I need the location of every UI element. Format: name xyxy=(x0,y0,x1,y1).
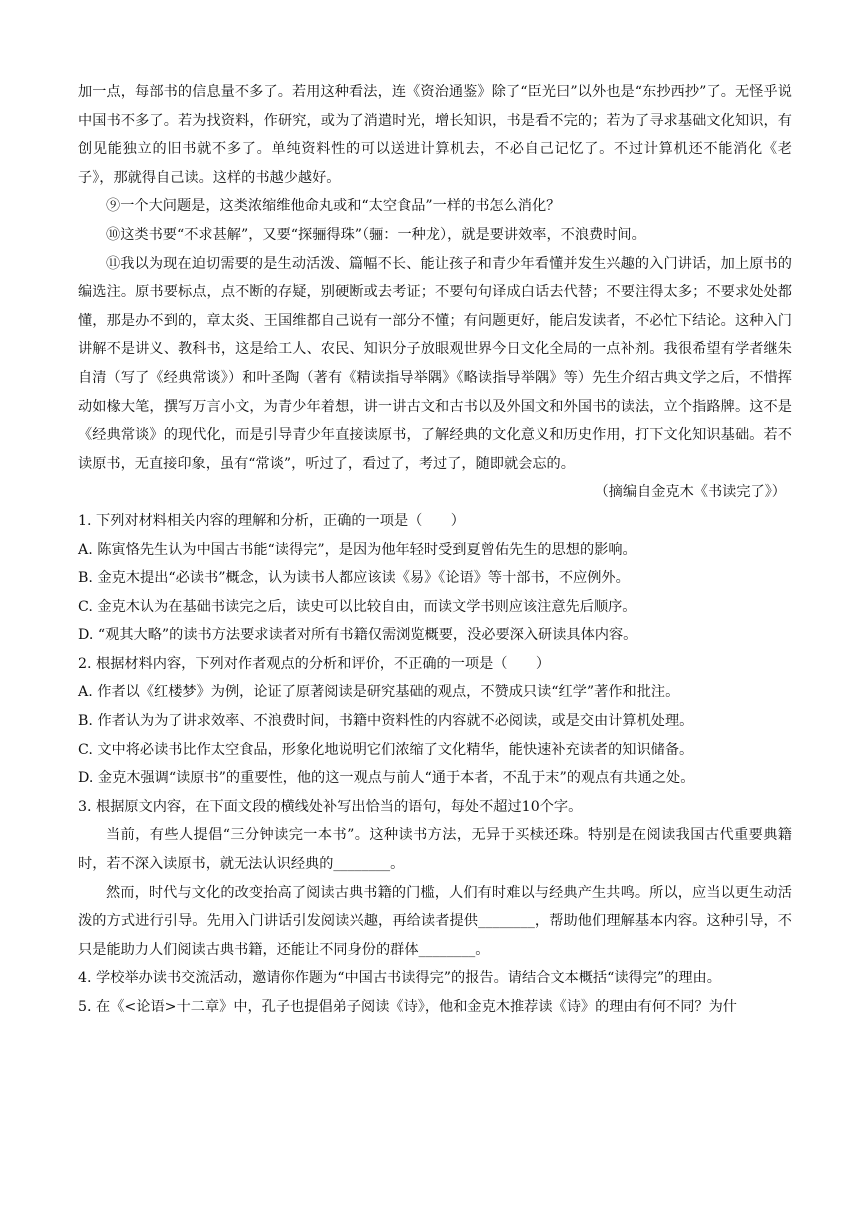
question-3-passage-2: 然而，时代与文化的改变抬高了阅读古典书籍的门槛，人们有时难以与经典产生共鸣。所以，应当以更生动活泼的方式进行引导。先用入门讲话引发阅读兴趣，再给读者提供________，帮助他们理解基本内容。这种引导，不只是能助力人们阅读古典书籍，还能让不同身份的群体________。 xyxy=(78,884,792,958)
question-5-stem: 5. 在《<论语>十二章》中，孔子也提倡弟子阅读《诗》，他和金克木推荐读《诗》的理由有何不同？为什 xyxy=(78,999,737,1015)
question-1-option-c: C. 金克木认为在基础书读完之后，读史可以比较自由，而读文学书则应该注意先后顺序。 xyxy=(78,598,637,615)
question-1 xyxy=(78,507,792,650)
article-paragraph-9: ⑨一个大问题是，这类浓缩维他命丸或和“太空食品”一样的书怎么消化？ xyxy=(106,198,561,215)
question-1-option-d: D. “观其大略”的读书方法要求读者对所有书籍仅需浏览概要，没必要深入研读具体内容。 xyxy=(78,627,638,644)
question-1-option-b: B. 金克木提出“必读书”概念，认为读书人都应该读《易》《论语》等十部书，不应例外。 xyxy=(78,570,630,587)
page-content xyxy=(78,78,792,1022)
question-2 xyxy=(78,650,792,793)
question-1-stem: 1. 下列对材料相关内容的理解和分析，正确的一项是（ ） xyxy=(78,512,465,529)
question-3 xyxy=(78,793,792,965)
question-2-stem: 2. 根据材料内容，下列对作者观点的分析和评价，不正确的一项是（ ） xyxy=(78,655,551,672)
question-2-option-a: A. 作者以《红楼梦》为例，论证了原著阅读是研究基础的观点，不赞成只读“红学”著作和批注。 xyxy=(78,684,680,701)
question-4-stem: 4. 学校举办读书交流活动，邀请你作题为“中国古书读得完”的报告。请结合文本概括“读得完”的理由。 xyxy=(78,970,721,987)
question-2-option-d: D. 金克木强调“读原书”的重要性，他的这一观点与前人“通于本者，不乱于末”的观点有共通之处。 xyxy=(78,770,695,787)
question-1-option-a: A. 陈寅恪先生认为中国古书能“读得完”，是因为他年轻时受到夏曾佑先生的思想的影响。 xyxy=(78,541,637,558)
question-3-stem: 3. 根据原文内容，在下面文段的横线处补写出恰当的语句，每处不超过10个字。 xyxy=(78,798,583,815)
article-paragraph-11: ⑪我以为现在迫切需要的是生动活泼、篇幅不长、能让孩子和青少年看懂并发生兴趣的入门讲话，加上原书的编选注。原书要标点，点不断的存疑，别硬断或去考证；不要句句译成白话去代替；不要注得太多；不要求处处都懂，那是办不到的，章太炎、王国维都自己说有一部分不懂；有问题更好，能启发读者，不必忙下结论。这种入门讲解不是讲义、教科书，这是给工人、农民、知识分子放眼观世界今日文化全局的一点补剂。我很希望有学者继朱自清（写了《经典常谈》）和叶圣陶（著有《精读指导举隅》《略读指导举隅》等）先生介绍古典文学之后，不惜挥动如椽大笔，撰写万言小文，为青少年着想，讲一讲古文和古书以及外国文和外国书的读法，立个指路牌。这不是《经典常谈》的现代化，而是引导青少年直接读原书，了解经典的文化意义和历史作用，打下文化知识基础。若不读原书，无直接印象，虽有“常谈”，听过了，看过了，考过了，随即就会忘的。 xyxy=(78,255,792,472)
article-source: （摘编自金克木《书读完了》） xyxy=(594,484,786,501)
article-paragraph-10: ⑩这类书要“不求甚解”，又要“探骊得珠”（骊：一种龙），就是要讲效率，不浪费时间。 xyxy=(106,226,646,243)
question-3-passage-1: 当前，有些人提倡“三分钟读完一本书”。这种读书方法，无异于买椟还珠。特别是在阅读我国古代重要典籍时，若不深入读原书，就无法认识经典的________。 xyxy=(78,827,792,873)
question-2-option-b: B. 作者认为为了讲求效率、不浪费时间，书籍中资料性的内容就不必阅读，或是交由计算机处理。 xyxy=(78,713,694,730)
question-2-option-c: C. 文中将必读书比作太空食品，形象化地说明它们浓缩了文化精华，能快速补充读者的知识储备。 xyxy=(78,741,694,758)
article-paragraph-continued: 加一点，每部书的信息量不多了。若用这种看法，连《资治通鉴》除了“臣光曰”以外也是“东抄西抄”了。无怪乎说中国书不多了。若为找资料，作研究，或为了消遣时光，增长知识，书是看不完的；若为了寻求基础文化知识，有创见能独立的旧书就不多了。单纯资料性的可以送进计算机去，不必自己记忆了。不过计算机还不能消化《老子》，那就得自己读。这样的书越少越好。 xyxy=(78,84,792,186)
